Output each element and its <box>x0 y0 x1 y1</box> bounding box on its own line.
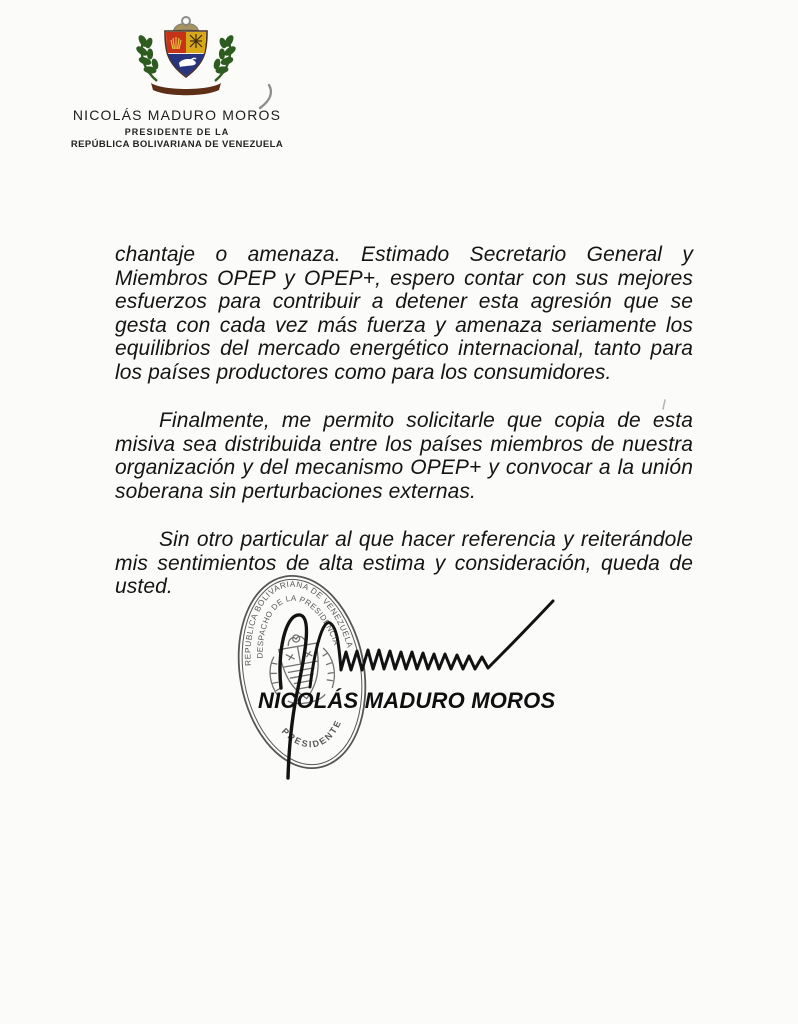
letterhead-title-1: PRESIDENTE DE LA <box>124 127 230 138</box>
paragraph-2: Finalmente, me permito solicitarle que copia de esta misiva sea distribuida entre los países miembros de nuestra organización y del mecanismo OPEP+ y convocar a la unión soberana sin perturbaciones externas. <box>115 409 693 503</box>
stamp-inner-text: DESPACHO DE LA PRESIDENCIA <box>255 593 342 659</box>
letterhead <box>52 107 302 151</box>
letterhead-name: NICOLÁS MADURO MOROS <box>72 107 282 123</box>
venezuela-coat-of-arms-icon <box>133 13 239 101</box>
handwritten-pen-flick-icon <box>256 82 278 112</box>
stamp-outer-text: REPUBLICA BOLIVARIANA DE VENEZUELA <box>243 579 355 667</box>
letterhead-title-2: REPÚBLICA BOLIVARIANA DE VENEZUELA <box>70 139 284 151</box>
paragraph-1: chantaje o amenaza. Estimado Secretario General y Miembros OPEP y OPEP+, espero contar con sus mejores esfuerzos para contribuir a detener esta agresión que se gesta con cada vez más fuerza y amenaza seriamente los equilibrios del mercado energético internacional, tanto para los países productores como para los consumidores. <box>115 243 693 384</box>
paragraph-3: Sin otro particular al que hacer referencia y reiterándole mis sentimientos de alta estima y consideración, queda de usted. <box>115 528 693 598</box>
ribbon <box>151 83 221 95</box>
shield <box>165 31 207 77</box>
letter-body <box>115 243 693 624</box>
stamp-bottom-text: PRESIDENTE <box>279 717 344 750</box>
signature-printed-name: NICOLÁS MADURO MOROS <box>258 688 556 713</box>
